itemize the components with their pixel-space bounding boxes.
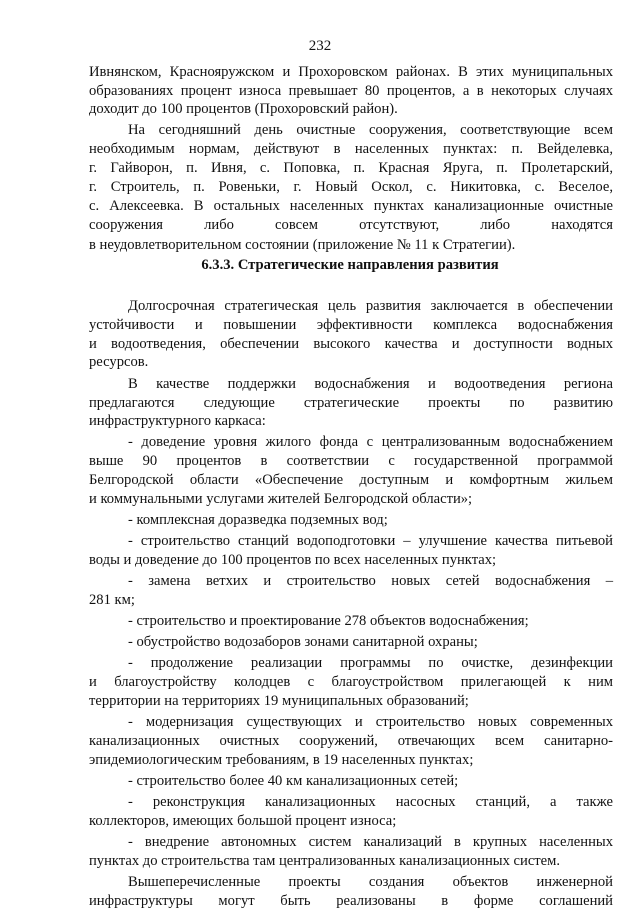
text-line: и коммунальными услугами жителей Белгородской области»; <box>89 490 473 507</box>
page-number: 232 <box>308 38 332 54</box>
text-line: доходит до 100 процентов (Прохоровский район). <box>89 101 398 118</box>
text-line: - строительство и проектирование 278 объектов водоснабжения; <box>128 612 529 629</box>
text-line: - реконструкция канализационных насосных станций, а также <box>128 793 613 810</box>
text-line: образованиях процент износа превышает 80 процентов, а в некоторых случаях <box>89 83 613 100</box>
text-line: пунктах до строительства там централизованных канализационных систем. <box>89 853 561 869</box>
text-line: устойчивости и повышении эффективности комплекса водоснабжения <box>89 316 613 333</box>
text-line: Долгосрочная стратегическая цель развития заключается в обеспечении <box>128 297 613 314</box>
text-line: - замена ветхих и строительство новых сетей водоснабжения – <box>128 572 613 589</box>
section-heading: 6.3.3. Стратегические направления развития <box>201 257 499 274</box>
text-line: 281 км; <box>89 591 135 608</box>
text-line: предлагаются следующие стратегические проекты по развитию <box>89 394 613 411</box>
text-line: необходимым нормам, действуют в населенных пунктах: п. Вейделевка, <box>89 141 613 158</box>
text-line: - строительство более 40 км канализационных сетей; <box>128 772 459 789</box>
text-line: г. Гайворон, п. Ивня, с. Поповка, п. Красная Яруга, п. Пролетарский, <box>89 160 613 177</box>
text-line: г. Строитель, п. Ровеньки, г. Новый Оскол, с. Никитовка, с. Веселое, <box>89 179 613 196</box>
text-line: В качестве поддержки водоснабжения и водоотведения региона <box>128 375 613 392</box>
text-line: инфраструктуры могут быть реализованы в форме соглашений <box>89 893 613 909</box>
text-line: с. Алексеевка. В остальных населенных пунктах канализационные очистные <box>89 198 613 215</box>
text-line: - модернизация существующих и строительство новых современных <box>128 713 613 730</box>
text-line: воды и доведение до 100 процентов по всех населенных пунктах; <box>89 551 497 568</box>
text-line: канализационных очистных сооружений, отвечающих всем санитарно- <box>89 732 613 749</box>
text-line: инфраструктурного каркаса: <box>89 412 266 429</box>
text-line: - внедрение автономных систем канализаций в крупных населенных <box>128 833 613 850</box>
text-line: Вышеперечисленные проекты создания объектов инженерной <box>128 873 613 890</box>
text-line: эпидемиологическим требованиям, в 19 населенных пунктах; <box>89 752 474 768</box>
text-line: выше 90 процентов в соответствии с государственной программой <box>89 452 613 469</box>
text-line: - обустройство водозаборов зонами санитарной охраны; <box>128 633 478 650</box>
text-line: Ивнянском, Краснояружском и Прохоровском районах. В этих муниципальных <box>89 64 613 80</box>
text-line: коллекторов, имеющих большой процент износа; <box>89 813 397 829</box>
text-line: - строительство станций водоподготовки – улучшение качества питьевой <box>128 532 613 549</box>
text-line: в неудовлетворительном состоянии (приложение № 11 к Стратегии). <box>89 236 516 253</box>
text-line: - доведение уровня жилого фонда с централизованным водоснабжением <box>128 433 613 450</box>
text-line: Белгородской области «Обеспечение доступным и комфортным жильем <box>89 471 613 488</box>
text-line: сооружения либо совсем отсутствуют, либо находятся <box>89 217 613 234</box>
text-line: и водоотведения, обеспечении высокого качества и доступности водных <box>89 335 613 352</box>
text-line: - комплексная доразведка подземных вод; <box>128 511 388 528</box>
text-line: территории на территориях 19 муниципальных образований; <box>89 692 469 709</box>
text-line: и благоустройству колодцев с благоустройством прилегающей к ним <box>89 673 613 690</box>
text-line: ресурсов. <box>89 353 149 370</box>
text-line: - продолжение реализации программы по очистке, дезинфекции <box>128 654 613 671</box>
text-line: На сегодняшний день очистные сооружения, соответствующие всем <box>128 122 613 139</box>
